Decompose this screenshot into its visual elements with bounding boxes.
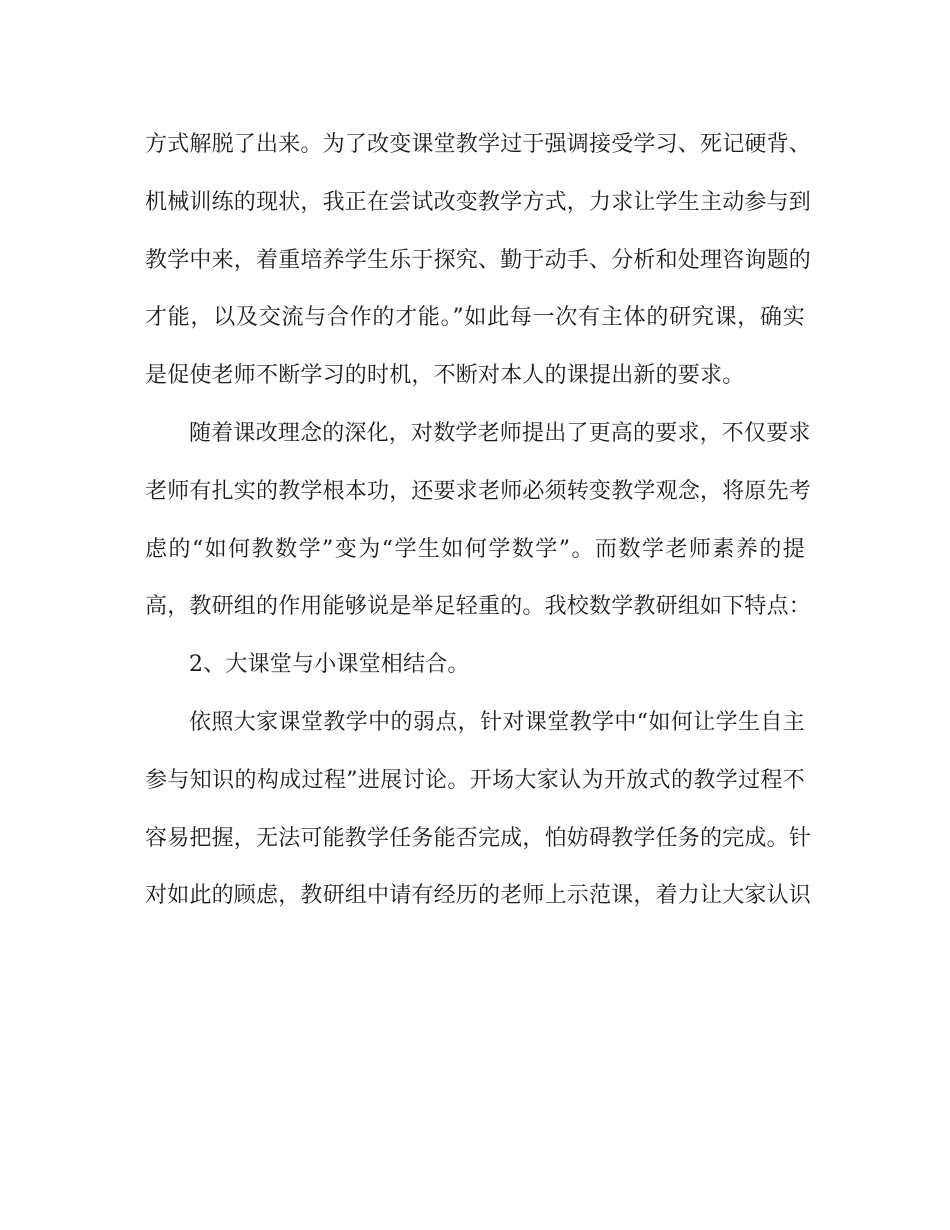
text-line-9: 高，教研组的作用能够说是举足轻重的。我校数学教研组如下特点：	[145, 594, 812, 620]
text-line-5: 是促使老师不断学习的时机，不断对本人的课提出新的要求。	[145, 363, 745, 389]
text-line-7: 老师有扎实的教学根本功，还要求老师必须转变教学观念，将原先考	[145, 478, 812, 504]
text-line-11: 依照大家课堂教学中的弱点，针对课堂教学中“如何让学生自主	[189, 709, 805, 735]
document-body	[145, 116, 812, 925]
text-line-2: 机械训练的现状，我正在尝试改变教学方式，力求让学生主动参与到	[145, 189, 812, 215]
text-line-12: 参与知识的构成过程”进展讨论。开场大家认为开放式的教学过程不	[145, 767, 805, 793]
text-line-14: 对如此的顾虑，教研组中请有经历的老师上示范课，着力让大家认识	[145, 883, 812, 909]
section-heading: 2、大课堂与小课堂相结合。	[189, 652, 470, 678]
text-line-8: 虑的“如何教数学”变为“学生如何学数学”。而数学老师素养的提	[145, 536, 805, 562]
text-line-3: 教学中来，着重培养学生乐于探究、勤于动手、分析和处理咨询题的	[145, 247, 812, 273]
text-line-6: 随着课改理念的深化，对数学老师提出了更高的要求，不仅要求	[189, 420, 811, 446]
text-line-13: 容易把握，无法可能教学任务能否完成，怕妨碍教学任务的完成。针	[145, 825, 812, 851]
text-line-4: 才能，以及交流与合作的才能。”如此每一次有主体的研究课，确实	[145, 305, 805, 331]
text-line-1: 方式解脱了出来。为了改变课堂教学过于强调接受学习、死记硬背、	[145, 132, 812, 157]
